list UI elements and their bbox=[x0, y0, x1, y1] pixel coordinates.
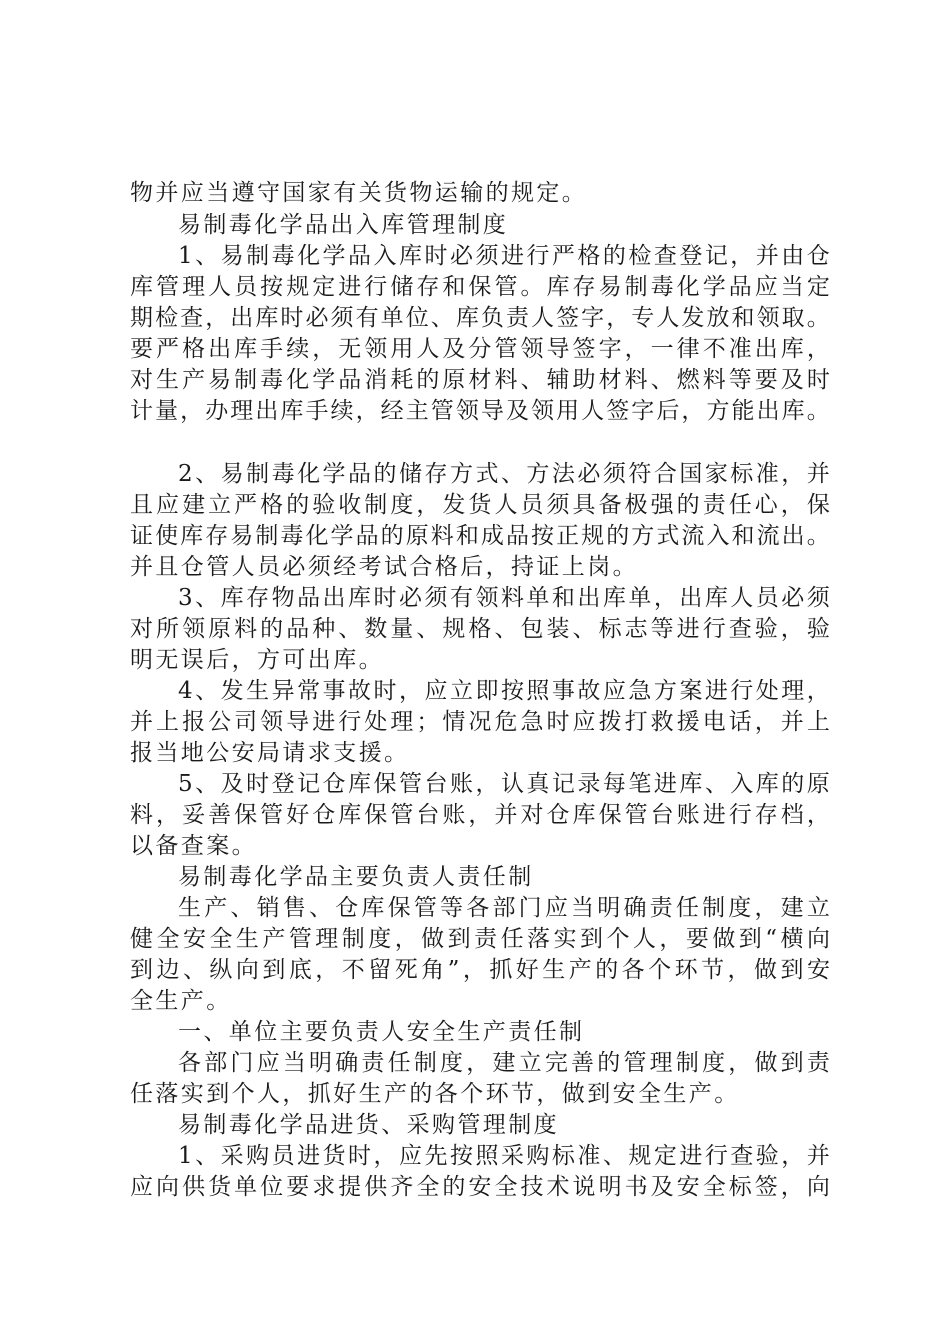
text-line: 物并应当遵守国家有关货物运输的规定。 bbox=[130, 180, 588, 206]
text-line: 各 部 门 应 当 明 确 责 任 制 度 ， 建 立 完 善 的 管 理 制 度 ， 做 到 责 bbox=[178, 1050, 830, 1076]
text-line: 全生产。 bbox=[130, 988, 232, 1014]
section-heading: 一、单位主要负责人安全生产责任制 bbox=[178, 1019, 585, 1045]
text-line: 应 向 供 货 单 位 要 求 提 供 齐 全 的 安 全 技 术 说 明 书 及 安 全 标 签 ， 向 bbox=[130, 1174, 830, 1200]
text-line: 健 全 安 全 生 产 管 理 制 度 ， 做 到 责 任 落 实 到 个 人 ， 要 做 到 “ 横 向 bbox=[130, 926, 830, 952]
text-line: 对 所 领 原 料 的 品 种 、 数 量 、 规 格 、 包 装 、 标 志 等 进 行 查 验 ， 验 bbox=[130, 616, 830, 642]
text-line: 料 ， 妥 善 保 管 好 仓 库 保 管 台 账 ， 并 对 仓 库 保 管 台 账 进 行 存 档 ， bbox=[130, 802, 830, 828]
text-line: 3 、 库 存 物 品 出 库 时 必 须 有 领 料 单 和 出 库 单 ， 出 库 人 员 必 须 bbox=[178, 585, 830, 611]
text-line: 5 、 及 时 登 记 仓 库 保 管 台 账 ， 认 真 记 录 每 笔 进 库 、 入 库 的 原 bbox=[178, 771, 830, 797]
text-line: 并 上 报 公 司 领 导 进 行 处 理 ； 情 况 危 急 时 应 拨 打 救 援 电 话 ， 并 上 bbox=[130, 709, 830, 735]
text-line: 1 、 采 购 员 进 货 时 ， 应 先 按 照 采 购 标 准 、 规 定 进 行 查 验 ， 并 bbox=[178, 1143, 830, 1169]
text-line: 对 生 产 易 制 毒 化 学 品 消 耗 的 原 材 料 、 辅 助 材 料 、 燃 料 等 要 及 时 bbox=[130, 367, 830, 393]
text-line: 生 产 、 销 售 、 仓 库 保 管 等 各 部 门 应 当 明 确 责 任 制 度 ， 建 立 bbox=[178, 895, 830, 921]
text-line: 以备查案。 bbox=[130, 833, 257, 859]
text-line: 库 管 理 人 员 按 规 定 进 行 储 存 和 保 管 。 库 存 易 制 毒 化 学 品 应 当 定 bbox=[130, 274, 830, 300]
text-line: 并且仓管人员必须经考试合格后，持证上岗。 bbox=[130, 554, 638, 580]
text-line: 到 边 、 纵 向 到 底 ， 不 留 死 角 ” ， 抓 好 生 产 的 各 个 环 节 ， 做 到 安 bbox=[130, 957, 830, 983]
text-line: 明无误后，方可出库。 bbox=[130, 647, 384, 673]
text-line: 任落实到个人，抓好生产的各个环节，做到安全生产。 bbox=[130, 1081, 740, 1107]
text-line: 期 检 查 ， 出 库 时 必 须 有 单 位 、 库 负 责 人 签 字 ， 专 人 发 放 和 领 取 。 bbox=[130, 305, 830, 331]
text-line: 证 使 库 存 易 制 毒 化 学 品 的 原 料 和 成 品 按 正 规 的 方 式 流 入 和 流 出 。 bbox=[130, 523, 830, 549]
text-line: 1 、 易 制 毒 化 学 品 入 库 时 必 须 进 行 严 格 的 检 查 登 记 ， 并 由 仓 bbox=[178, 243, 830, 269]
section-heading: 易制毒化学品主要负责人责任制 bbox=[178, 864, 534, 890]
text-line: 且 应 建 立 严 格 的 验 收 制 度 ， 发 货 人 员 须 具 备 极 强 的 责 任 心 ， 保 bbox=[130, 492, 830, 518]
text-line: 4 、 发 生 异 常 事 故 时 ， 应 立 即 按 照 事 故 应 急 方 案 进 行 处 理 ， bbox=[178, 678, 830, 704]
text-line: 2 、 易 制 毒 化 学 品 的 储 存 方 式 、 方 法 必 须 符 合 国 家 标 准 ， 并 bbox=[178, 461, 830, 487]
section-heading: 易制毒化学品进货、采购管理制度 bbox=[178, 1112, 559, 1138]
text-line: 要 严 格 出 库 手 续 ， 无 领 用 人 及 分 管 领 导 签 字 ， 一 律 不 准 出 库 ， bbox=[130, 336, 830, 362]
text-line: 计 量 ， 办 理 出 库 手 续 ， 经 主 管 领 导 及 领 用 人 签 字 后 ， 方 能 出 库 。 bbox=[130, 398, 830, 424]
section-heading: 易制毒化学品出入库管理制度 bbox=[178, 212, 509, 238]
text-line: 报当地公安局请求支援。 bbox=[130, 740, 410, 766]
